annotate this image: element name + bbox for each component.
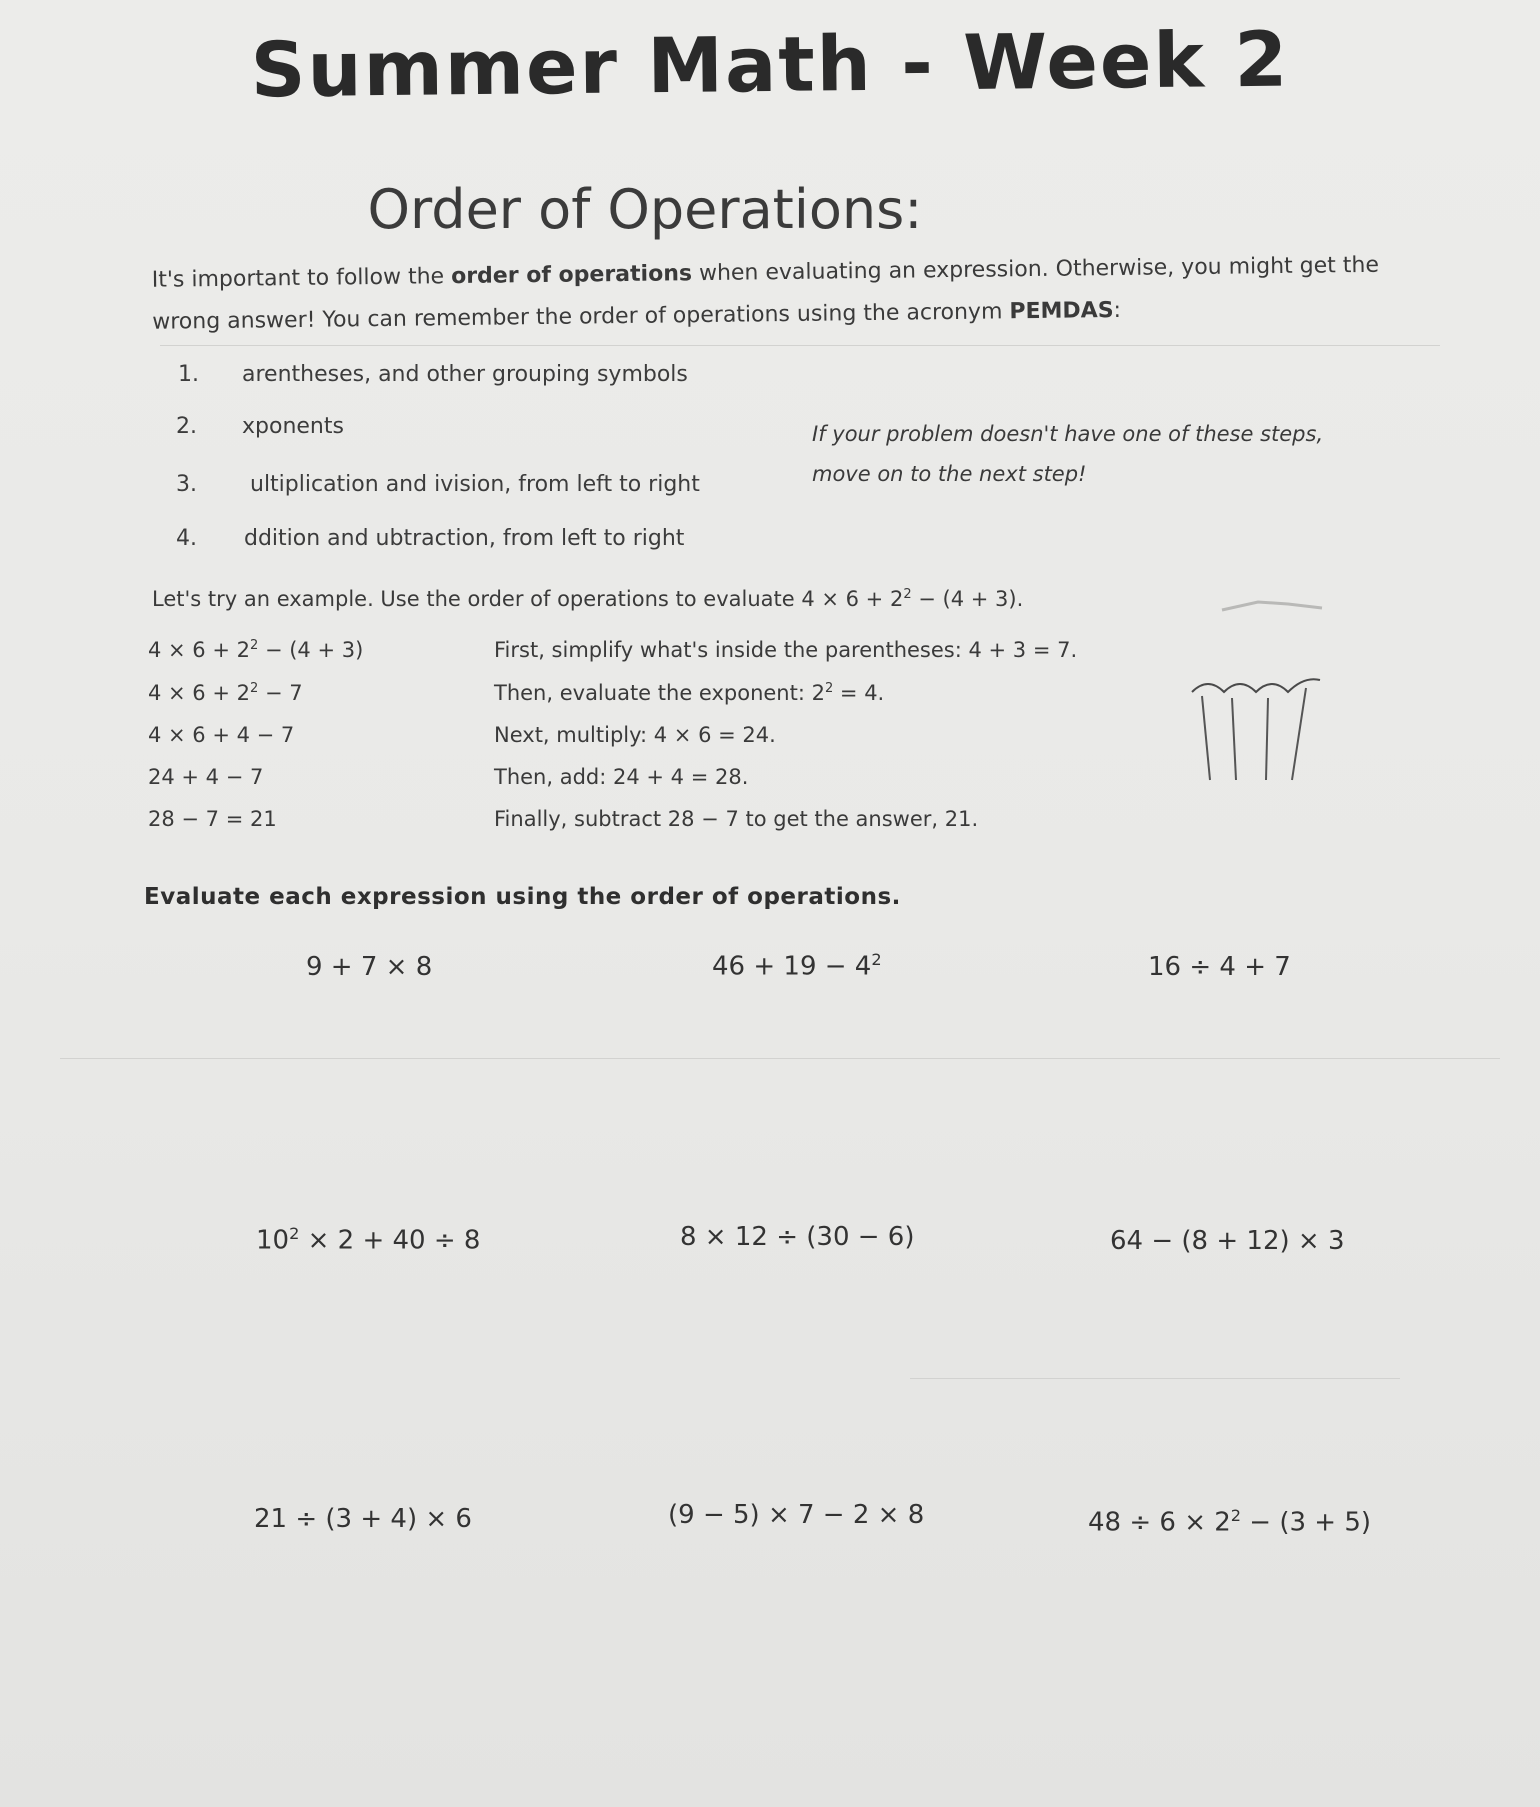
work-row-1-right: First, simplify what's inside the parentheses: 4 + 3 = 7. bbox=[494, 638, 1078, 662]
pemdas-step-3: 3. ultiplication and ivision, from left to right bbox=[176, 472, 700, 497]
problem-4: $10^2 \times 2 + 40 \div 8$ bbox=[256, 1224, 481, 1256]
section-heading: Evaluate each expression using the order of operations. bbox=[144, 884, 901, 910]
problem-3: 16 ÷ 4 + 7 bbox=[1148, 952, 1291, 982]
pemdas-step-1: 1. arentheses, and other grouping symbols bbox=[178, 362, 688, 387]
problem-6: 64 − (8 + 12) × 3 bbox=[1110, 1226, 1345, 1256]
work-row-2-left: $4 \times 6 + 2^2 - 7$ bbox=[148, 681, 303, 705]
divider bbox=[160, 345, 1440, 346]
note-line-2: move on to the next step! bbox=[812, 462, 1087, 486]
decorative-sketch bbox=[1218, 596, 1328, 616]
problem-9: $48 \div 6 \times 2^2 - (3 + 5)$ bbox=[1088, 1506, 1372, 1538]
intro-paragraph: It's important to follow the order of operations when evaluating an expression. Otherwise, you might get the wrong answer! You can remember the order of operations using the acronym PEMDAS: bbox=[151, 252, 1380, 335]
work-row-4-left: 24 + 4 − 7 bbox=[148, 765, 264, 789]
example-intro: Let's try an example. Use the order of operations to evaluate $4 \times 6 + 2^2 - (4 + 3)$. bbox=[152, 587, 1024, 611]
divider bbox=[60, 1058, 1500, 1059]
divider bbox=[910, 1378, 1400, 1379]
pemdas-step-4: 4. ddition and ubtraction, from left to right bbox=[176, 526, 685, 551]
note-line-1: If your problem doesn't have one of these steps, bbox=[812, 422, 1324, 446]
work-row-4-right: Then, add: 24 + 4 = 28. bbox=[494, 765, 749, 789]
problem-8: (9 − 5) × 7 − 2 × 8 bbox=[668, 1500, 925, 1530]
work-row-3-right: Next, multiply: 4 × 6 = 24. bbox=[494, 723, 776, 747]
work-row-5-right: Finally, subtract 28 − 7 to get the answer, 21. bbox=[494, 807, 979, 831]
problem-5: 8 × 12 ÷ (30 − 6) bbox=[680, 1222, 915, 1252]
page-subtitle: Order of Operations: bbox=[367, 178, 923, 241]
pemdas-step-2: 2. xponents bbox=[176, 414, 344, 439]
problem-7: 21 ÷ (3 + 4) × 6 bbox=[254, 1504, 472, 1534]
work-row-1-left: $4 \times 6 + 2^2 - (4 + 3)$ bbox=[148, 638, 364, 662]
page-title: Summer Math - Week 2 bbox=[250, 14, 1290, 115]
problem-2: $46 + 19 - 4^2$ bbox=[712, 950, 882, 982]
work-row-3-left: 4 × 6 + 4 − 7 bbox=[148, 723, 295, 747]
work-row-2-right: Then, evaluate the exponent: $2^2 = 4$. bbox=[494, 681, 885, 705]
work-row-5-left: 28 − 7 = 21 bbox=[148, 807, 277, 831]
decorative-drawing bbox=[1188, 672, 1328, 792]
problem-1: 9 + 7 × 8 bbox=[306, 952, 433, 982]
